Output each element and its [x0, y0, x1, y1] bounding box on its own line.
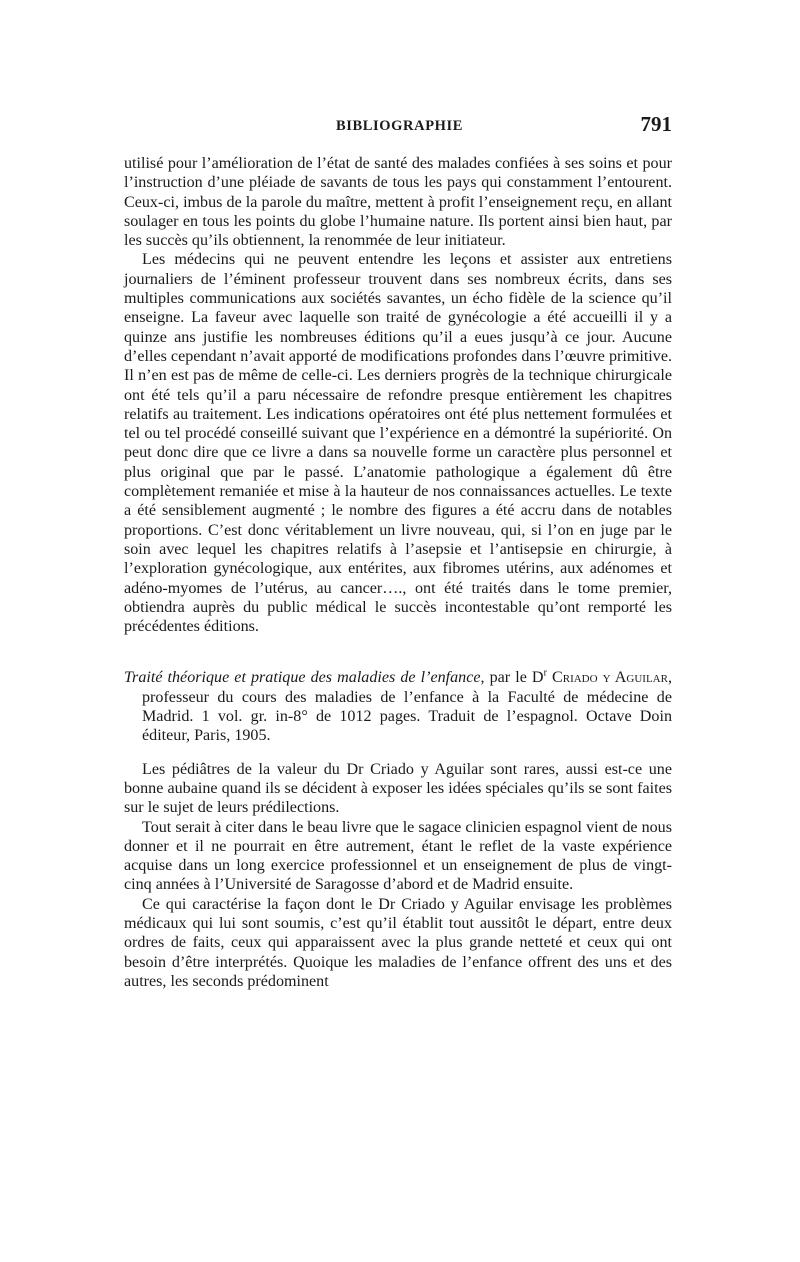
paragraph-3: Les pédiâtres de la valeur du Dr Criado y Aguilar sont rares, aussi est-ce une bonne aubaine quand ils se décident à exposer les idées spéciales qu’ils se sont faites sur le sujet de leurs prédilections.: [124, 760, 672, 817]
paragraph-5: Ce qui caractérise la façon dont le Dr Criado y Aguilar envisage les problèmes médicaux qui lui sont soumis, c’est qu’il établit tout aussitôt le départ, entre deux ordres de faits, ceux qui apparaissent avec la plus grande netteté et ceux qui ont besoin d’être interprétés. Quoique les maladies de l’enfance offrent des uns et des autres, les seconds prédominent: [124, 895, 672, 990]
running-head: BIBLIOGRAPHIE: [336, 118, 464, 134]
review-book-title: Traité théorique et pratique des maladies de l’enfance: [124, 669, 481, 687]
page-header: [124, 112, 672, 144]
review-details: , professeur du cours des maladies de l’enfance à la Faculté de médecine de Madrid. 1 vol. gr. in-8° de 1012 pages. Traduit de l’espagnol. Octave Doin éditeur, Paris, 1905.: [142, 669, 672, 745]
paragraph-1: utilisé pour l’amélioration de l’état de santé des malades confiées à ses soins et pour l’instruction d’une pléiade de savants de tous les pays qui constamment l’entourent. Ceux-ci, imbus de la parole du maître, mettent à profit l’enseignement reçu, en allant soulager en tous les points du globe l’humaine nature. Ils portent ainsi bien haut, par les succès qu’ils obtiennent, la renommée de leur initiateur.: [124, 155, 672, 250]
review-dr-sup: r: [543, 668, 547, 680]
paragraph-2: Les médecins qui ne peuvent entendre les leçons et assister aux entretiens journaliers de l’éminent professeur trouvent dans ses nombreux écrits, dans ses multiples communications aux sociétés savantes, un écho fidèle de la science qu’il enseigne. La faveur avec laquelle son traité de gynécologie a été accueilli il y a quinze ans justifie les nombreuses éditions qu’il a eues jusqu’à ce jour. Aucune d’elles cependant n’avait apporté de modifications profondes dans l’œuvre primitive. Il n’en est pas de même de celle-ci. Les derniers progrès de la technique chirurgicale ont été tels qu’il a paru nécessaire de refondre presque entièrement les chapitres relatifs au traitement. Les indications opératoires ont été plus nettement formulées et tel ou tel procédé conseillé suivant que l’expérience en a démontré la supériorité. On peut donc dire que ce livre a dans sa nouvelle forme un caractère plus personnel et plus original que par le passé. L’anatomie pathologique a également dû être complètement remaniée et mise à la hauteur de nos connaissances actuelles. Le texte a été sensiblement augmenté ; le nombre des figures a été accru dans de notables proportions. C’est donc véritablement un livre nouveau, qui, si l’on en juge par le soin avec lequel les chapitres relatifs à l’asepsie et l’antisepsie en chirurgie, à l’exploration gynécologique, aux entérites, aux fibromes utérins, aux adénomes et adéno-myomes de l’utérus, au cancer…., ont été traités dans le tome premier, obtiendra auprès du public médical le succès incontestable qu’ont remporté les précédentes éditions.: [124, 251, 672, 636]
review-by: , par le D: [480, 669, 544, 687]
paragraph-4: Tout serait à citer dans le beau livre que le sagace clinicien espagnol vient de nous donner et il ne pourrait en être autrement, étant le reflet de la vaste expérience acquise dans un long exercice professionnel et un enseignement de plus de vingt-cinq années à l’Université de Saragosse d’abord et de Madrid ensuite.: [124, 818, 672, 894]
review-author: Criado y Aguilar: [552, 669, 668, 687]
page-number: 791: [640, 112, 672, 136]
review-heading: [124, 668, 672, 745]
text-column: [124, 154, 672, 991]
